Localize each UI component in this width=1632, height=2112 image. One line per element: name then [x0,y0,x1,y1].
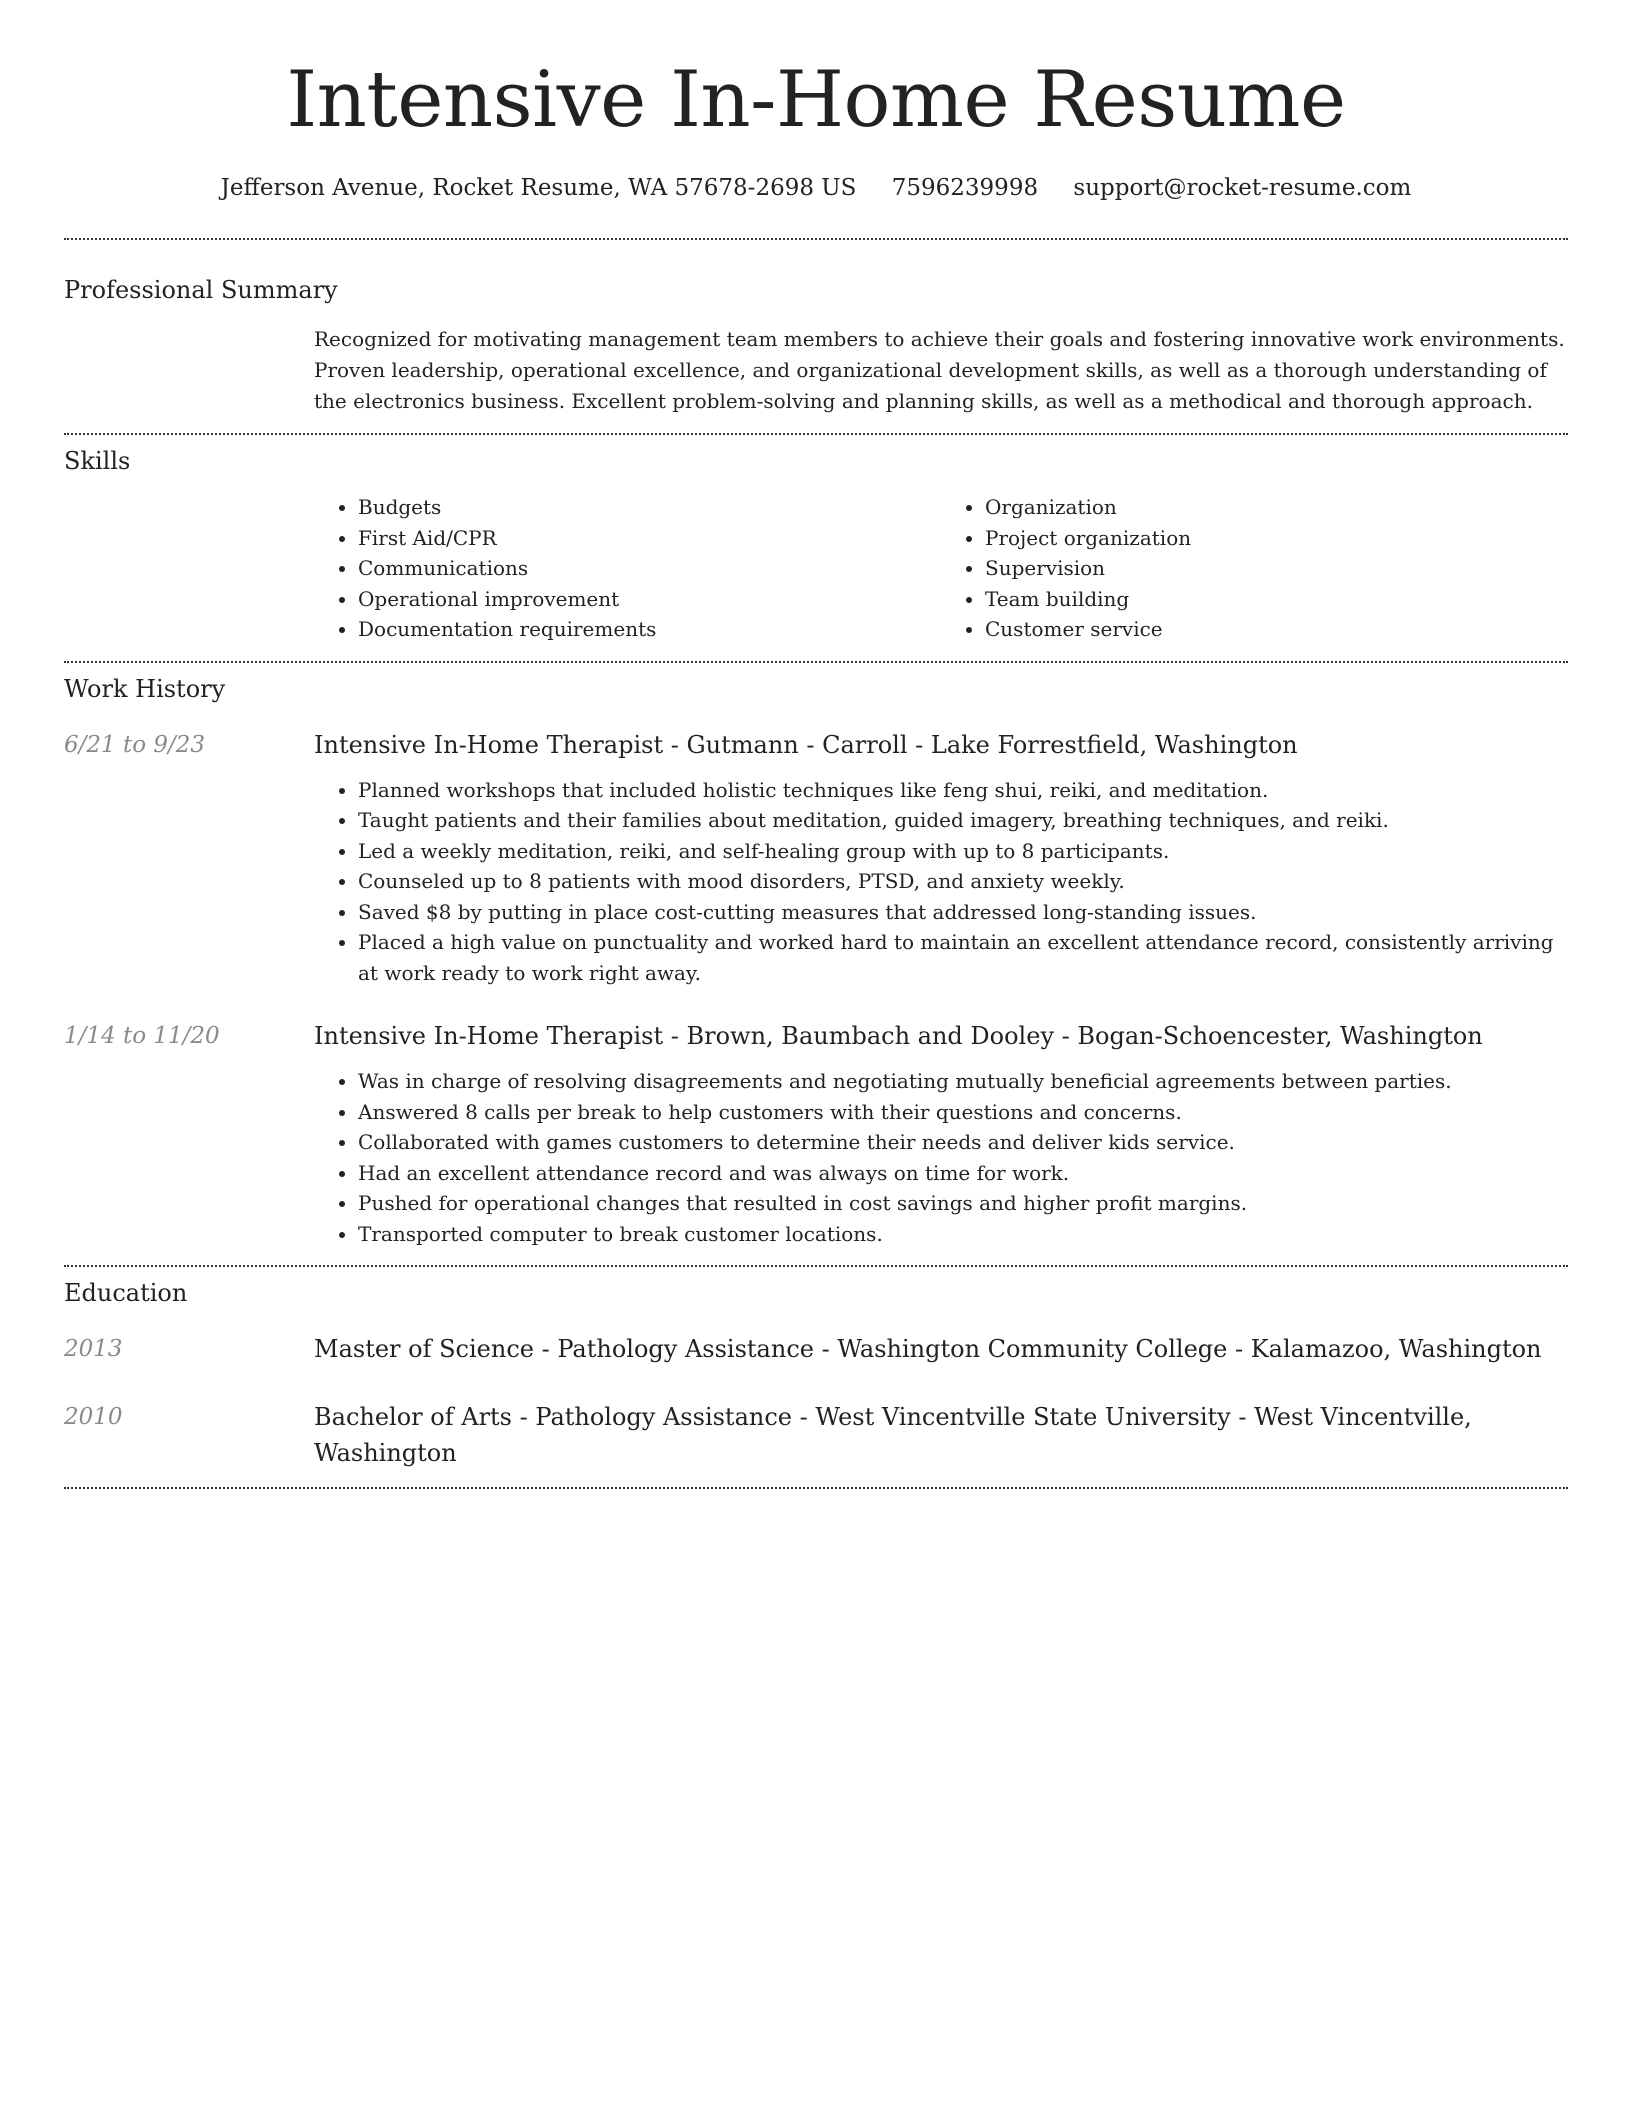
skill-item: • Team building [985,584,1568,615]
section-divider [64,1487,1568,1489]
skill-item: • Documentation requirements [358,614,941,645]
skills-list-left [314,492,941,645]
job-dates: 6/21 to 9/23 [64,731,206,758]
job-heading [314,729,1568,761]
skill-item: • Operational improvement [358,584,941,615]
contact-address: Jefferson Avenue, Rocket Resume, WA 57678-2698 US [220,175,857,201]
job-employer: Gutmann - Carroll - Lake Forrestfield, Washington [686,730,1298,759]
education-entry [64,1399,1568,1471]
skill-item: • Project organization [985,523,1568,554]
contact-phone: 7596239998 [891,175,1039,201]
skill-item: • Customer service [985,614,1568,645]
job-bullet: • Saved $8 by putting in place cost-cutting measures that addressed long-standing issues. [358,897,1568,928]
skill-item: • Communications [358,553,941,584]
job-employer: Brown, Baumbach and Dooley - Bogan-Schoencester, Washington [686,1022,1483,1050]
job-bullet: • Transported computer to break customer locations. [358,1219,1568,1250]
education-text: Bachelor of Arts - Pathology Assistance - West Vincentville State University - West Vincentville, Washington [314,1403,1472,1467]
job-bullet: • Answered 8 calls per break to help customers with their questions and concerns. [358,1097,1568,1128]
skill-item: • First Aid/CPR [358,523,941,554]
job-bullet: • Had an excellent attendance record and was always on time for work. [358,1158,1568,1189]
job-separator: - [670,1022,687,1050]
job-heading [314,1020,1568,1052]
education-section [64,1267,1568,1471]
job-bullets [314,775,1568,989]
summary-section [64,240,1568,417]
skill-item: • Supervision [985,553,1568,584]
job-bullet: • Collaborated with games customers to determine their needs and deliver kids service. [358,1127,1568,1158]
work-section [64,663,1568,1250]
skills-heading: Skills [64,447,131,475]
job-bullets [314,1066,1568,1249]
summary-text: Recognized for motivating management team members to achieve their goals and fostering innovative work environments. Proven leadership, operational excellence, and organizational development skills, as well as a thorough understanding of the electronics business. Excellent problem-solving and planning skills, as well as a methodical and thorough approach. [314,327,1565,413]
contact-line [64,172,1568,204]
job-separator: - [670,730,687,759]
education-year: 2010 [64,1404,123,1430]
job-dates: 1/14 to 11/20 [64,1023,220,1049]
job-bullet: • Counseled up to 8 patients with mood disorders, PTSD, and anxiety weekly. [358,866,1568,897]
work-heading: Work History [64,674,226,703]
skill-item: • Budgets [358,492,941,523]
job-bullet: • Led a weekly meditation, reiki, and self-healing group with up to 8 participants. [358,836,1568,867]
resume-page [64,0,1568,1489]
job-title: Intensive In-Home Therapist [314,1022,664,1050]
education-entry [64,1331,1568,1367]
job-entry [64,729,1568,989]
skill-item: • Organization [985,492,1568,523]
job-entry [64,1020,1568,1249]
job-bullet: • Was in charge of resolving disagreements and negotiating mutually beneficial agreements between parties. [358,1066,1568,1097]
job-bullet: • Taught patients and their families about meditation, guided imagery, breathing techniques, and reiki. [358,805,1568,836]
summary-heading: Professional Summary [64,276,338,304]
job-title: Intensive In-Home Therapist [314,730,664,759]
skills-section [64,435,1568,645]
skills-list-right [941,492,1568,645]
education-text: Master of Science - Pathology Assistance - Washington Community College - Kalamazoo, Washington [314,1335,1542,1363]
education-heading: Education [64,1279,188,1307]
job-bullet: • Placed a high value on punctuality and worked hard to maintain an excellent attendance record, consistently arriving at work ready to work right away. [358,927,1568,988]
job-bullet: • Planned workshops that included holistic techniques like feng shui, reiki, and meditation. [358,775,1568,806]
resume-title: Intensive In-Home Resume [286,55,1346,145]
job-bullet: • Pushed for operational changes that resulted in cost savings and higher profit margins. [358,1188,1568,1219]
contact-email: support@rocket-resume.com [1073,175,1412,201]
education-year: 2013 [64,1336,123,1362]
